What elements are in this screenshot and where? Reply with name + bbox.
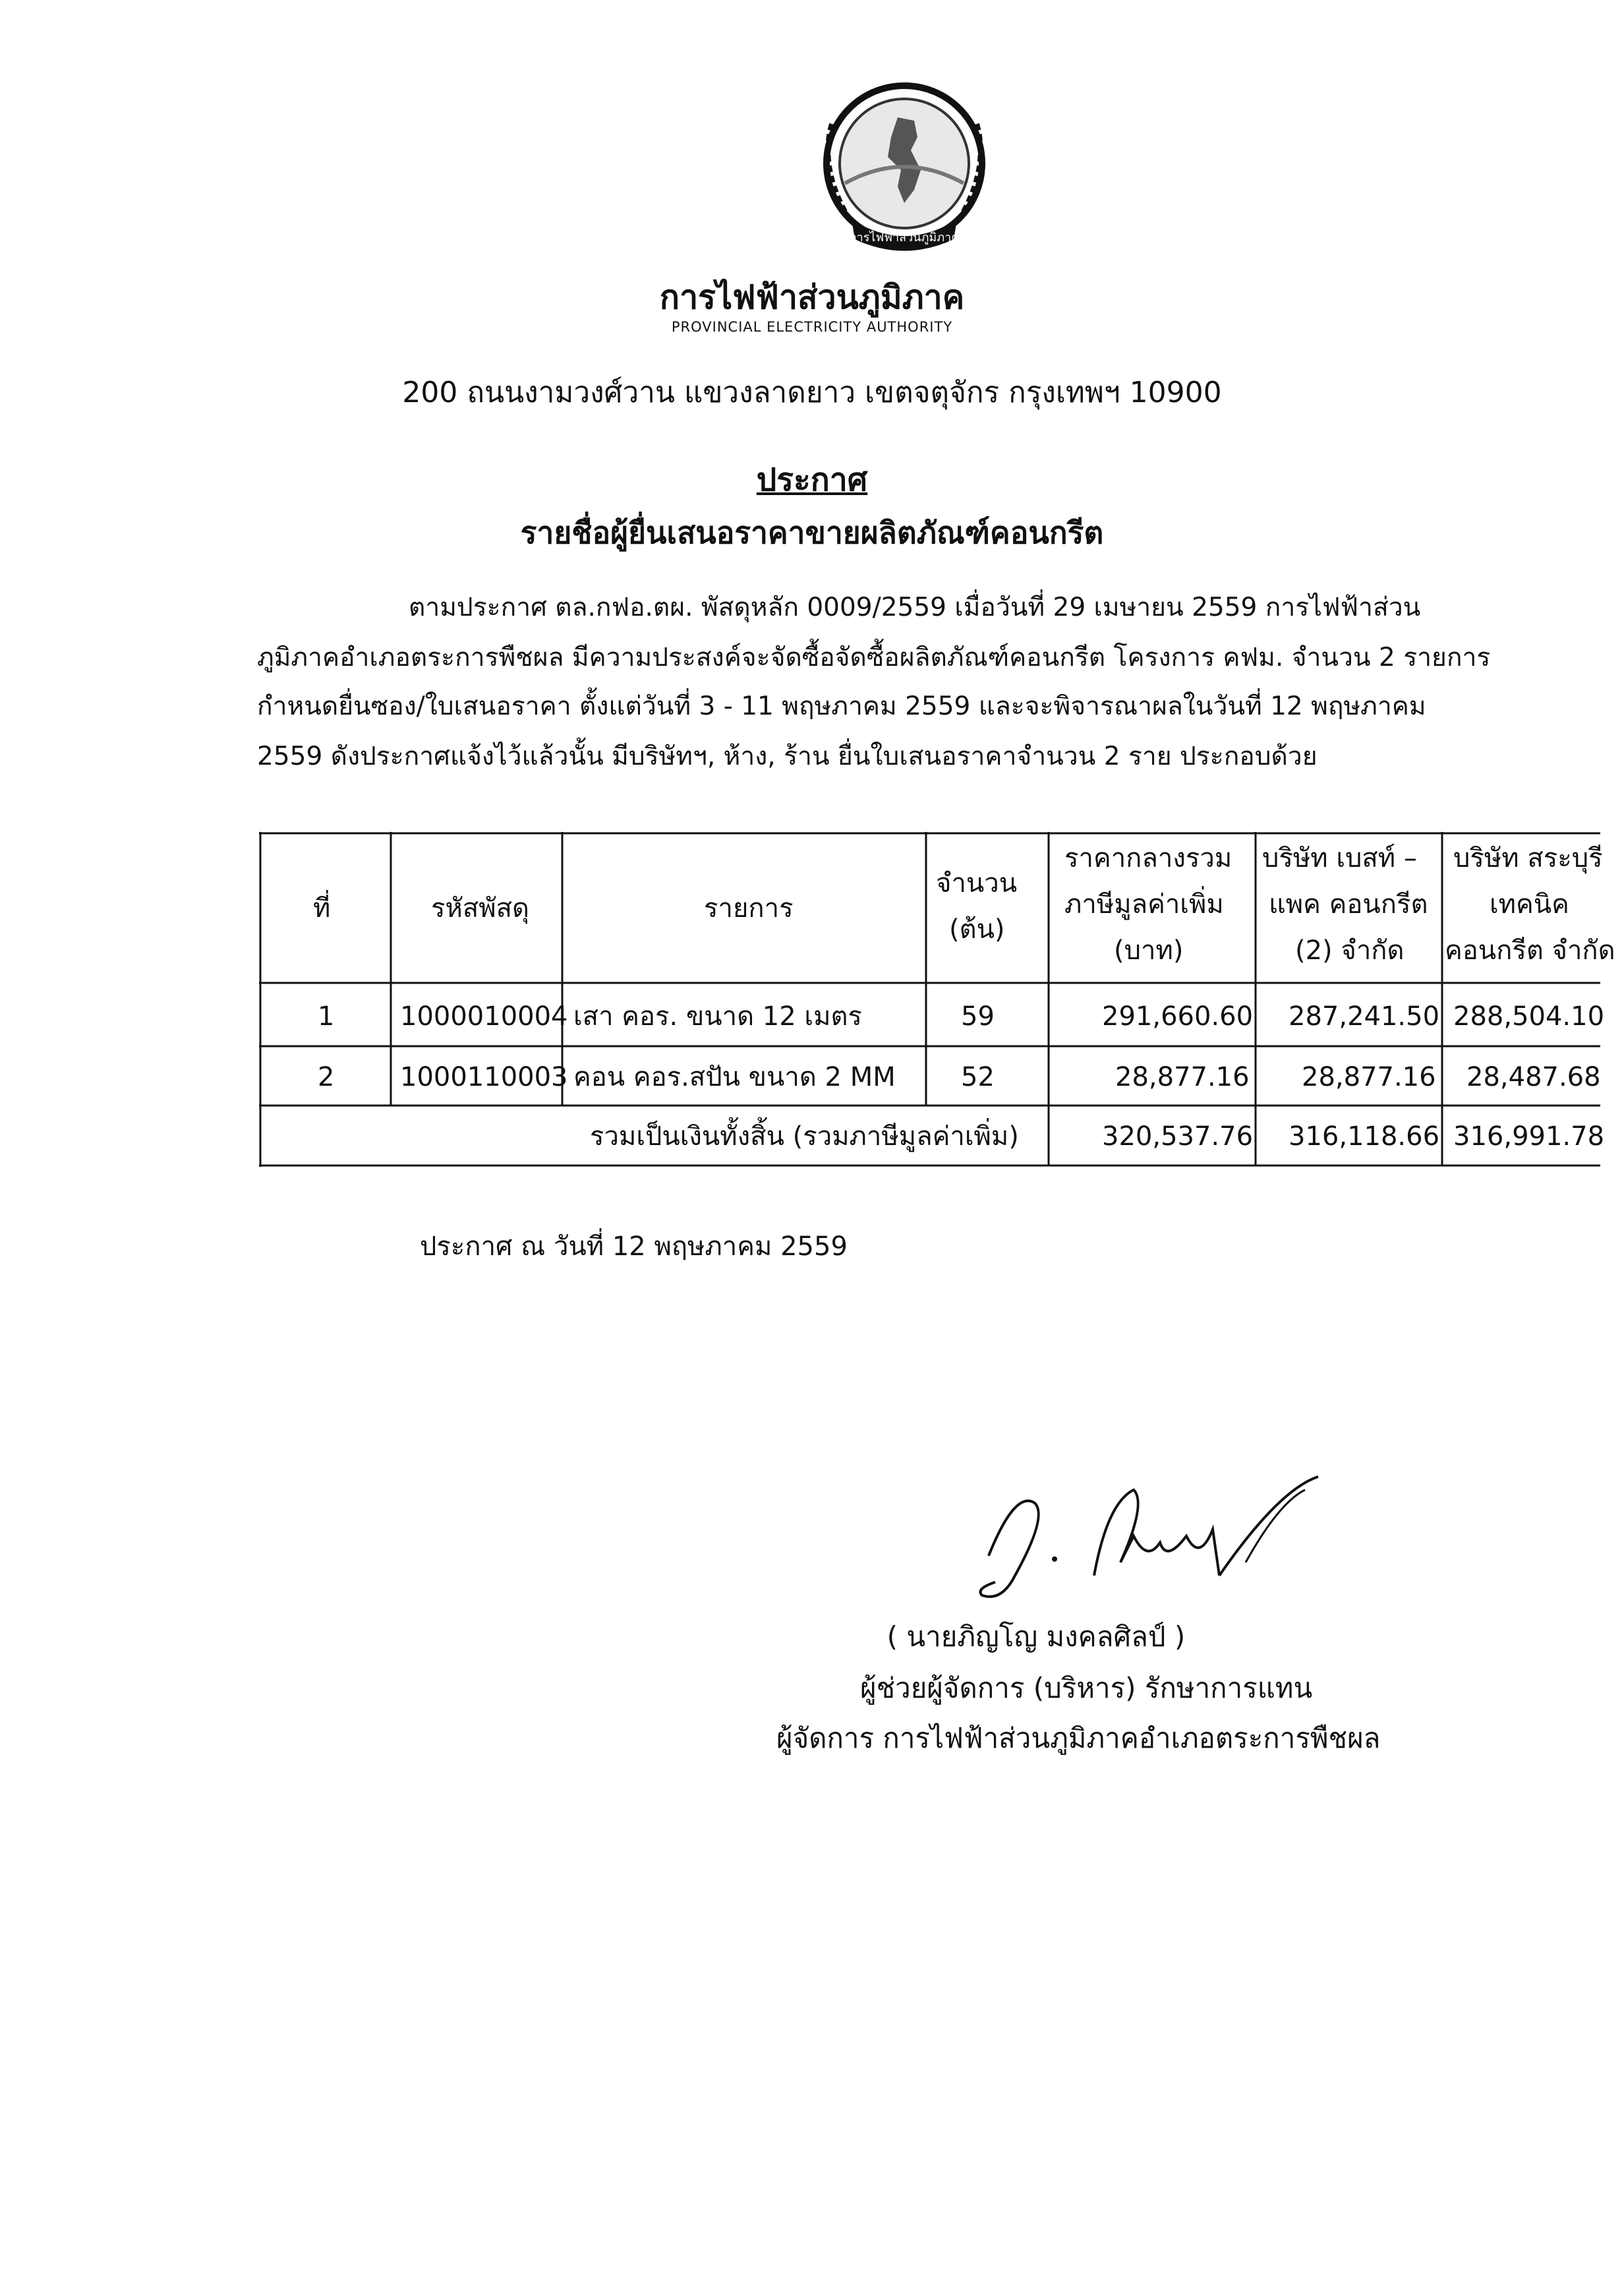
signer-title-line-1: ผู้ช่วยผู้จัดการ (บริหาร) รักษาการแทน [860, 1672, 1313, 1704]
total-bidder1: 316,118.66 [1289, 1121, 1440, 1152]
header-qty-2: (ต้น) [949, 914, 1005, 945]
announcement-title: ประกาศ [756, 461, 868, 498]
org-address: 200 ถนนงามวงศ์วาน แขวงลาดยาว เขตจตุจักร กรุงเทพฯ 10900 [402, 376, 1222, 409]
row-1-bidder1: 287,241.50 [1289, 1001, 1440, 1032]
header-qty-1: จำนวน [936, 868, 1018, 899]
row-2-bidder2: 28,487.68 [1466, 1062, 1601, 1092]
paragraph-line-4: 2559 ดังประกาศแจ้งไว้แล้วนั้น มีบริษัทฯ, ห้าง, ร้าน ยื่นใบเสนอราคาจำนวน 2 ราย ประกอบด้วย [257, 742, 1318, 771]
paragraph-line-3: กำหนดยื่นซอง/ใบเสนอราคา ตั้งแต่วันที่ 3 - 11 พฤษภาคม 2559 และจะพิจารณาผลในวันที่ 12 พฤษภาคม [257, 692, 1426, 721]
row-1-no: 1 [318, 1001, 335, 1032]
header-code: รหัสพัสดุ [431, 893, 530, 924]
row-2-code: 1000110003 [400, 1062, 568, 1092]
header-bidder1-2: แพค คอนกรีต [1269, 889, 1428, 920]
header-median-3: (บาท) [1114, 935, 1184, 966]
header-bidder2-3: คอนกรีต จำกัด [1445, 935, 1615, 966]
org-name-th: การไฟฟ้าส่วนภูมิภาค [659, 278, 965, 316]
total-label: รวมเป็นเงินทั้งสิ้น (รวมภาษีมูลค่าเพิ่ม) [590, 1121, 1019, 1152]
pea-logo [805, 71, 1003, 262]
row-2-item: คอน คอร.สปัน ขนาด 2 MM [573, 1062, 896, 1092]
signer-name: ( นายภิญโญ มงคลศิลป์ ) [886, 1620, 1186, 1653]
header-bidder2-2: เทคนิค [1490, 889, 1569, 920]
header-no: ที่ [313, 893, 331, 924]
header-bidder2-1: บริษัท สระบุรี [1453, 843, 1603, 873]
paragraph-line-1: ตามประกาศ ตล.กฟอ.ตผ. พัสดุหลัก 0009/2559 เมื่อวันที่ 29 เมษายน 2559 การไฟฟ้าส่วน [409, 593, 1421, 622]
row-1-qty: 59 [961, 1001, 995, 1032]
row-1-bidder2: 288,504.10 [1453, 1001, 1605, 1032]
announcement-date: ประกาศ ณ วันที่ 12 พฤษภาคม 2559 [420, 1231, 848, 1262]
row-2-median: 28,877.16 [1115, 1062, 1250, 1092]
row-2-no: 2 [318, 1062, 335, 1092]
total-bidder2: 316,991.78 [1453, 1121, 1605, 1152]
total-median: 320,537.76 [1102, 1121, 1254, 1152]
row-1-item: เสา คอร. ขนาด 12 เมตร [573, 1001, 862, 1032]
header-median-2: ภาษีมูลค่าเพิ่ม [1064, 889, 1224, 920]
row-2-qty: 52 [961, 1062, 995, 1092]
header-item: รายการ [704, 893, 794, 924]
signer-title-line-2: ผู้จัดการ การไฟฟ้าส่วนภูมิภาคอำเภอตระการพืชผล [776, 1722, 1381, 1754]
header-bidder1-3: (2) จำกัด [1295, 935, 1405, 966]
row-2-bidder1: 28,877.16 [1302, 1062, 1436, 1092]
svg-text:การไฟฟ้าส่วนภูมิภาค: การไฟฟ้าส่วนภูมิภาค [849, 231, 960, 245]
row-1-code: 1000010004 [400, 1001, 568, 1032]
header-bidder1-1: บริษัท เบสท์ – [1262, 843, 1417, 873]
announcement-subject: รายชื่อผู้ยื่นเสนอราคาขายผลิตภัณฑ์คอนกรีต [520, 515, 1104, 550]
org-name-en: PROVINCIAL ELECTRICITY AUTHORITY [671, 319, 953, 335]
header-median-1: ราคากลางรวม [1064, 843, 1232, 873]
row-1-median: 291,660.60 [1102, 1001, 1254, 1032]
handwritten-signature [936, 1463, 1345, 1622]
paragraph-line-2: ภูมิภาคอำเภอตระการพืชผล มีความประสงค์จะจัดซื้อจัดซื้อผลิตภัณฑ์คอนกรีต โครงการ คฟม. จำนวน 2 รายการ [257, 643, 1491, 672]
